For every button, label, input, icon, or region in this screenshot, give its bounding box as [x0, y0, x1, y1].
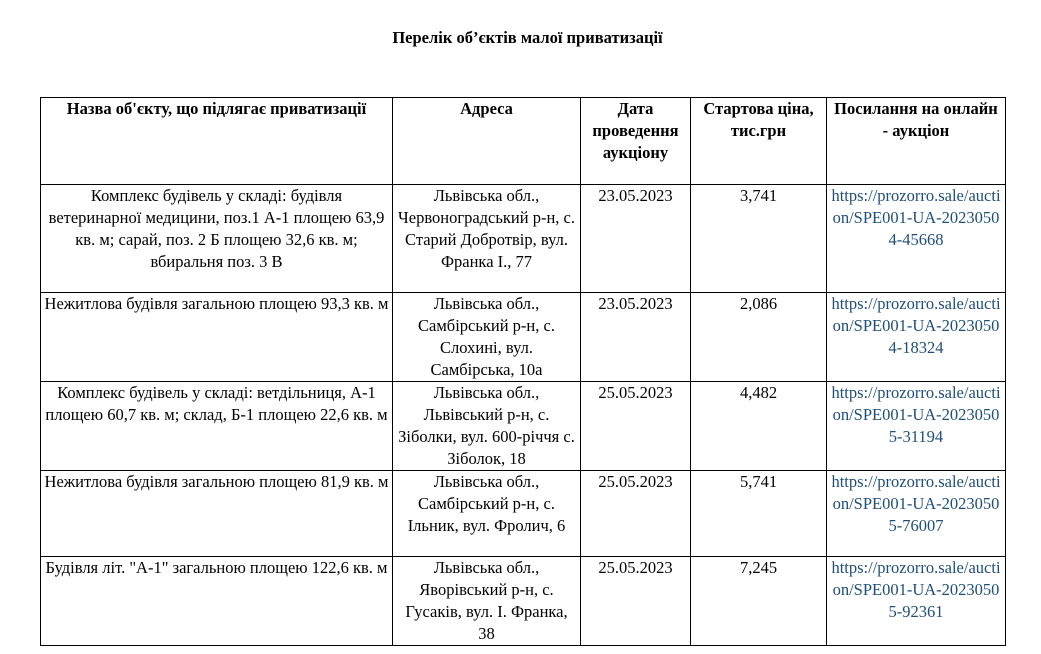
- object-address: Львівська обл., Самбірський р-н, с. Ільник, вул. Фролич, 6: [393, 471, 581, 557]
- auction-link[interactable]: https://prozorro.sale/auction/SPE001-UA-20230504-18324: [827, 293, 1006, 382]
- object-address: Львівська обл., Червоноградський р-н, с. Старий Добротвір, вул. Франка І., 77: [393, 185, 581, 293]
- start-price: 7,245: [691, 557, 827, 646]
- object-address: Львівська обл., Львівський р-н, с. Зіболки, вул. 600-річчя с. Зіболок, 18: [393, 382, 581, 471]
- privatization-table: [40, 97, 1006, 646]
- auction-link[interactable]: https://prozorro.sale/auction/SPE001-UA-20230505-92361: [827, 557, 1006, 646]
- start-price: 3,741: [691, 185, 827, 293]
- auction-date: 23.05.2023: [581, 293, 691, 382]
- start-price: 5,741: [691, 471, 827, 557]
- object-name: Комплекс будівель у складі: будівля ветеринарної медицини, поз.1 А-1 площею 63,9 кв. м; сарай, поз. 2 Б площею 32,6 кв. м; вбиральня поз. 3 В: [41, 185, 393, 293]
- object-address: Львівська обл., Яворівський р-н, с. Гусаків, вул. І. Франка, 38: [393, 557, 581, 646]
- table-row: [41, 293, 1006, 382]
- table-header-row: [41, 98, 1006, 185]
- header-name: Назва об'єкту, що підлягає приватизації: [41, 98, 393, 185]
- table-row: [41, 557, 1006, 646]
- object-name: Комплекс будівель у складі: ветдільниця, А-1 площею 60,7 кв. м; склад, Б-1 площею 22,6 кв. м: [41, 382, 393, 471]
- auction-date: 25.05.2023: [581, 382, 691, 471]
- table-row: [41, 471, 1006, 557]
- object-address: Львівська обл., Самбірський р-н, с. Слохині, вул. Самбірська, 10а: [393, 293, 581, 382]
- header-address: Адреса: [393, 98, 581, 185]
- auction-link[interactable]: https://prozorro.sale/auction/SPE001-UA-20230504-45668: [827, 185, 1006, 293]
- object-name: Нежитлова будівля загальною площею 81,9 кв. м: [41, 471, 393, 557]
- auction-date: 25.05.2023: [581, 471, 691, 557]
- auction-link[interactable]: https://prozorro.sale/auction/SPE001-UA-20230505-31194: [827, 382, 1006, 471]
- header-price: Стартова ціна, тис.грн: [691, 98, 827, 185]
- auction-date: 25.05.2023: [581, 557, 691, 646]
- auction-date: 23.05.2023: [581, 185, 691, 293]
- table-row: [41, 382, 1006, 471]
- start-price: 4,482: [691, 382, 827, 471]
- start-price: 2,086: [691, 293, 827, 382]
- header-date: Дата проведення аукціону: [581, 98, 691, 185]
- header-link: Посилання на онлайн - аукціон: [827, 98, 1006, 185]
- object-name: Нежитлова будівля загальною площею 93,3 кв. м: [41, 293, 393, 382]
- page-title: Перелік об’єктів малої приватизації: [392, 28, 663, 47]
- auction-link[interactable]: https://prozorro.sale/auction/SPE001-UA-20230505-76007: [827, 471, 1006, 557]
- object-name: Будівля літ. "А-1" загальною площею 122,6 кв. м: [41, 557, 393, 646]
- table-row: [41, 185, 1006, 293]
